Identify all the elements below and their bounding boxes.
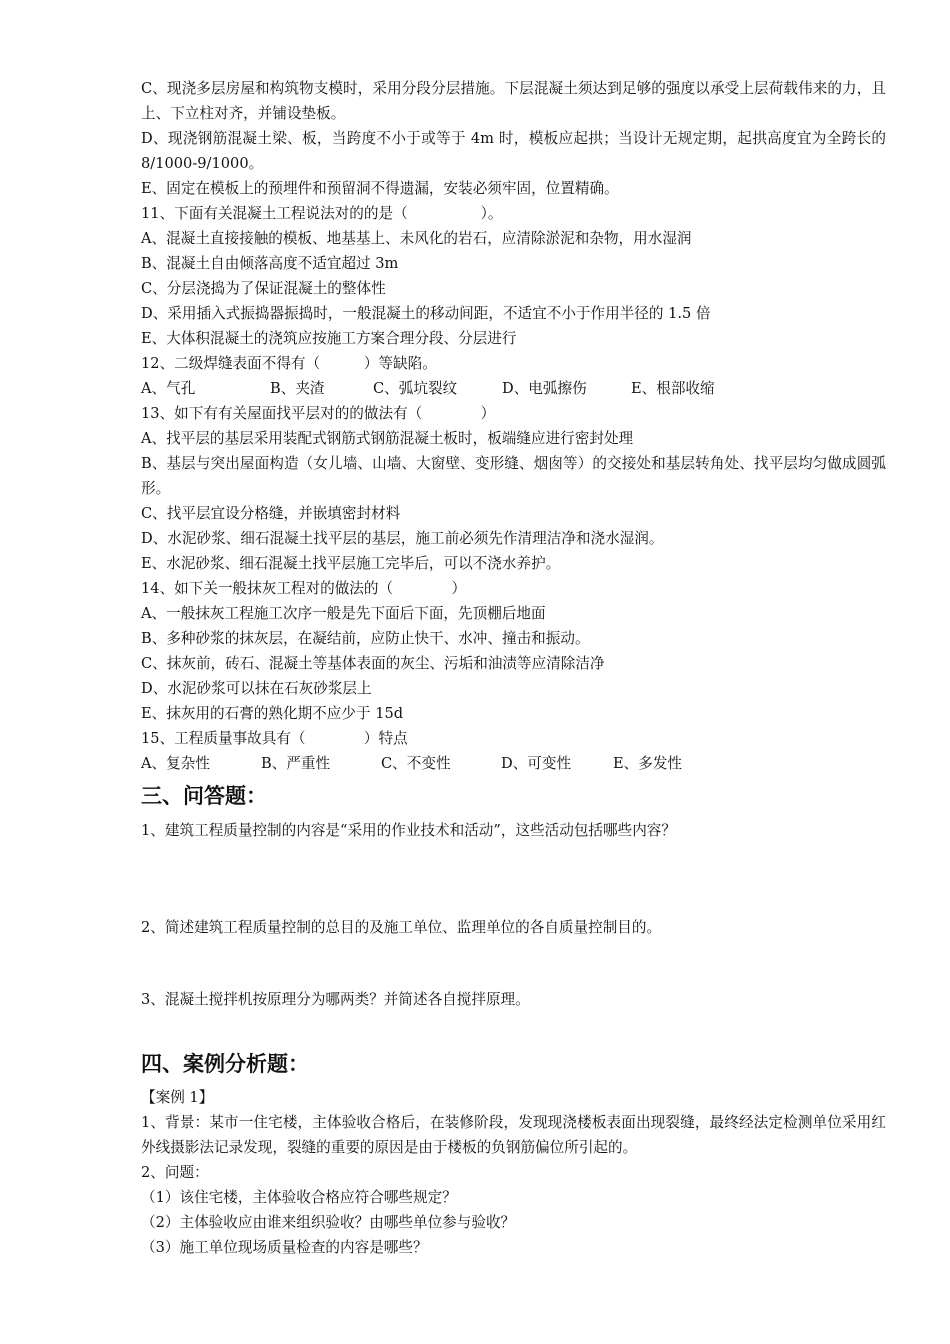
q15-option-e: E、多发性 xyxy=(613,755,683,772)
q15-options xyxy=(141,751,886,776)
q10-option-e: E、固定在模板上的预埋件和预留洞不得遗漏，安装必须牢固，位置精确。 xyxy=(141,180,619,197)
q15-option-d: D、可变性 xyxy=(501,755,572,772)
q12-title: 12、二级焊缝表面不得有（ ）等缺陷。 xyxy=(141,355,437,372)
q11-option-b: B、混凝土自由倾落高度不适宜超过 3m xyxy=(141,255,399,272)
q13-option-c: C、找平层宜设分格缝，并嵌填密封材料 xyxy=(141,505,401,522)
q10-option-d: D、现浇钢筋混凝土梁、板，当跨度不小于或等于 4m 时，模板应起拱；当设计无规定期，起拱高度宜为全跨长的 8/1000-9/1000。 xyxy=(141,130,886,172)
q13-option-d: D、水泥砂浆、细石混凝土找平层的基层，施工前必须先作清理洁净和浇水湿润。 xyxy=(141,530,664,547)
q10-option-c: C、现浇多层房屋和构筑物支模时，采用分段分层措施。下层混凝土须达到足够的强度以承受上层荷载伟来的力，且上、下立柱对齐，并铺设垫板。 xyxy=(141,80,886,122)
q11-option-a: A、混凝土直接接触的模板、地基基上、未风化的岩石，应清除淤泥和杂物，用水湿润 xyxy=(141,230,692,247)
q12-options xyxy=(141,376,886,401)
qa-question-1: 1、建筑工程质量控制的内容是“采用的作业技术和活动”，这些活动包括哪些内容？ xyxy=(141,822,676,839)
section3-heading: 三、问答题： xyxy=(141,784,267,808)
q14-title: 14、如下关一般抹灰工程对的做法的（ ） xyxy=(141,580,467,597)
q13-option-e: E、水泥砂浆、细石混凝土找平层施工完毕后，可以不浇水养护。 xyxy=(141,555,561,572)
document-body xyxy=(141,76,886,1260)
q15-option-c: C、不变性 xyxy=(381,755,451,772)
q15-title: 15、工程质量事故具有（ ）特点 xyxy=(141,730,408,747)
q12-option-c: C、弧坑裂纹 xyxy=(373,380,458,397)
q12-option-b: B、夹渣 xyxy=(270,380,325,397)
q15-option-b: B、严重性 xyxy=(261,755,331,772)
q13-option-a: A、找平层的基层采用装配式钢筋式钢筋混凝土板时，板端缝应进行密封处理 xyxy=(141,430,634,447)
q14-option-b: B、多种砂浆的抹灰层，在凝结前，应防止快干、水冲、撞击和振动。 xyxy=(141,630,590,647)
q15-option-a: A、复杂性 xyxy=(141,755,210,772)
q14-option-a: A、一般抹灰工程施工次序一般是先下面后下面，先顶棚后地面 xyxy=(141,605,546,622)
q14-option-d: D、水泥砂浆可以抹在石灰砂浆层上 xyxy=(141,680,372,697)
case-questions-label: 2、问题： xyxy=(141,1164,209,1181)
q11-title: 11、下面有关混凝土工程说法对的的是（ ）。 xyxy=(141,205,503,222)
q13-title: 13、如下有有关屋面找平层对的的做法有（ ） xyxy=(141,405,496,422)
q12-option-d: D、电弧擦伤 xyxy=(502,380,587,397)
qa-question-2: 2、简述建筑工程质量控制的总目的及施工单位、监理单位的各自质量控制目的。 xyxy=(141,919,662,936)
q14-option-c: C、抹灰前，砖石、混凝土等基体表面的灰尘、污垢和油渍等应清除洁净 xyxy=(141,655,605,672)
q12-option-e: E、根部收缩 xyxy=(631,380,715,397)
case-question-3: （3）施工单位现场质量检查的内容是哪些？ xyxy=(141,1239,428,1256)
q11-option-e: E、大体积混凝土的浇筑应按施工方案合理分段、分层进行 xyxy=(141,330,517,347)
q13-option-b: B、基层与突出屋面构造（女儿墙、山墙、大窗壁、变形缝、烟囱等）的交接处和基层转角处、找平层均匀做成圆弧形。 xyxy=(141,455,886,497)
qa-question-3: 3、混凝土搅拌机按原理分为哪两类？并简述各自搅拌原理。 xyxy=(141,991,530,1008)
q11-option-c: C、分层浇捣为了保证混凝土的整体性 xyxy=(141,280,386,297)
q11-option-d: D、采用插入式振捣器振捣时，一般混凝土的移动间距，不适宜不小于作用半径的 1.5 倍 xyxy=(141,305,711,322)
q12-option-a: A、气孔 xyxy=(141,380,196,397)
q14-option-e: E、抹灰用的石膏的熟化期不应少于 15d xyxy=(141,705,404,722)
case-background: 1、背景：某市一住宅楼，主体验收合格后，在装修阶段，发现现浇楼板表面出现裂缝，最终经法定检测单位采用红外线摄影法记录发现，裂缝的重要的原因是由于楼板的负钢筋偏位所引起的。 xyxy=(141,1114,886,1156)
case-question-1: （1）该住宅楼，主体验收合格应符合哪些规定？ xyxy=(141,1189,457,1206)
case-question-2: （2）主体验收应由谁来组织验收？由哪些单位参与验收？ xyxy=(141,1214,516,1231)
section4-heading: 四、案例分析题： xyxy=(141,1052,309,1076)
case-label: 【案例 1】 xyxy=(141,1089,214,1106)
